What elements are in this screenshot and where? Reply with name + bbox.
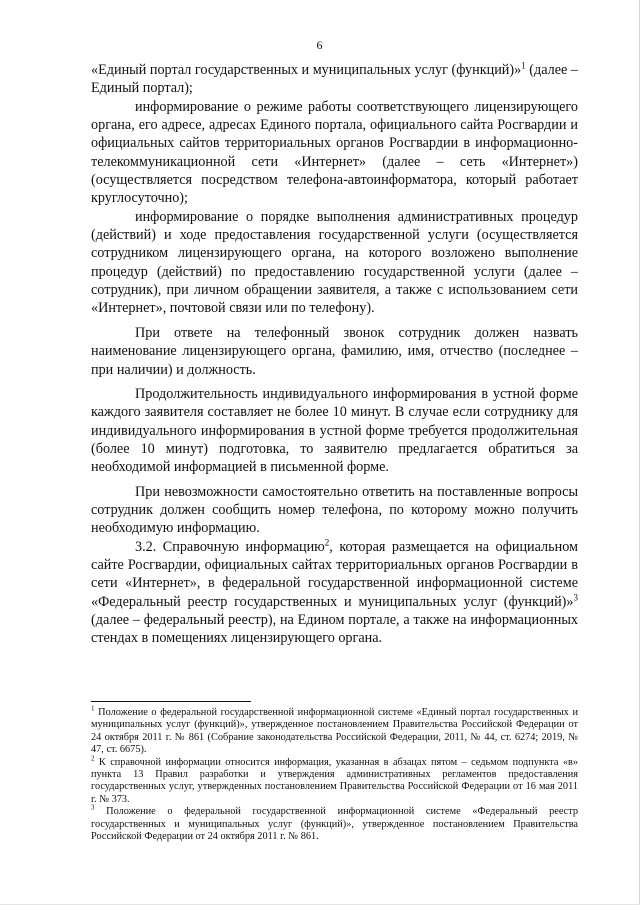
paragraph-schedule-info: информирование о режиме работы соответствующего лицензирующего органа, его адресе, адресах Единого портала, официального сайта Росгвардии и официальных сайтов территориальных органов Росгвардии в информационно-телекоммуникационной сети «Интернет» (далее – сеть «Интернет») (осуществляется посредством телефона-автоинформатора, который работает круглосуточно);	[91, 98, 578, 207]
paragraph-procedure-info: информирование о порядке выполнения административных процедур (действий) и ходе предоставления государственной услуги (осуществляется сотрудником лицензирующего органа, на которого возложено выполнение процедур (действий) по предоставлению государственной услуги (далее – сотрудник), при личном обращении заявителя, а также с использованием сети «Интернет», почтовой связи или по телефону).	[91, 208, 578, 317]
paragraph-continuation	[91, 61, 578, 98]
footnote-ref-1: 1	[521, 60, 526, 71]
footnote-1	[91, 704, 578, 757]
footnote-mark: 2	[91, 754, 95, 763]
body-text	[91, 61, 578, 648]
footnote-separator	[91, 701, 251, 702]
footnote-text: Положение о федеральной государственной информационной системе «Федеральный реестр государственных и муниципальных услуг (функций)», утвержденное постановлением Правительства Российской Федерации от 24 октября 2011 г. № 861.	[91, 806, 578, 843]
page-number: 6	[316, 38, 323, 52]
paragraph-3-2	[91, 538, 578, 648]
footnotes	[91, 704, 578, 843]
paragraph-phone-answer: При ответе на телефонный звонок сотрудник должен назвать наименование лицензирующего органа, фамилию, имя, отчество (последнее – при наличии) и должность.	[91, 324, 578, 378]
footnote-3	[91, 803, 578, 843]
paragraph-text: Справочную информацию	[162, 538, 325, 555]
footnote-text: К справочной информации относится информация, указанная в абзацах пятом – седьмом подпункта «в» пункта 13 Правил разработки и утверждения административных регламентов предоставления государственных услуг, утвержденных постановлением Правительства Российской Федерации от 16 мая 2011 г. № 373.	[91, 756, 578, 805]
clause-number: 3.2.	[135, 538, 163, 555]
footnote-ref-3: 3	[573, 591, 578, 602]
footnote-2	[91, 754, 578, 807]
paragraph-impossibility: При невозможности самостоятельно ответить на поставленные вопросы сотрудник должен сообщить номер телефона, по которому можно получить необходимую информацию.	[91, 483, 578, 537]
footnote-mark: 3	[91, 803, 95, 812]
paragraph-tail: , которая размещается на официальном сайте Росгвардии, официальных сайтах территориальных органов Росгвардии в сети «Интернет», в федеральной государственной информационной системе «Федеральный реестр государственных и муниципальных услуг (функций)»	[91, 538, 578, 610]
paragraph-text: «Единый портал государственных и муниципальных услуг (функций)»	[91, 62, 522, 78]
paragraph-tail: (далее – Единый портал);	[91, 62, 579, 97]
footnote-mark: 1	[91, 704, 95, 713]
paragraph-tail-2: (далее – федеральный реестр), на Едином портале, а также на информационных стендах в помещениях лицензирующего органа.	[91, 611, 578, 647]
footnote-text: Положение о федеральной государственной информационной системе «Единый портал государственных и муниципальных услуг (функций)», утвержденное постановлением Правительства Российской Федерации от 24 октября 2011 г. № 861 (Собрание законодательства Российской Федерации, 2011, № 44, ст. 6274; 2019, № 47, ст. 6675).	[91, 707, 578, 756]
paragraph-duration: Продолжительность индивидуального информирования в устной форме каждого заявителя составляет не более 10 минут. В случае если сотруднику для индивидуального информирования в устной форме требуется продолжительная (более 10 минут) подготовка, то заявителю предлагается обратиться за необходимой информацией в письменной форме.	[91, 385, 578, 476]
footnote-ref-2: 2	[324, 536, 330, 547]
